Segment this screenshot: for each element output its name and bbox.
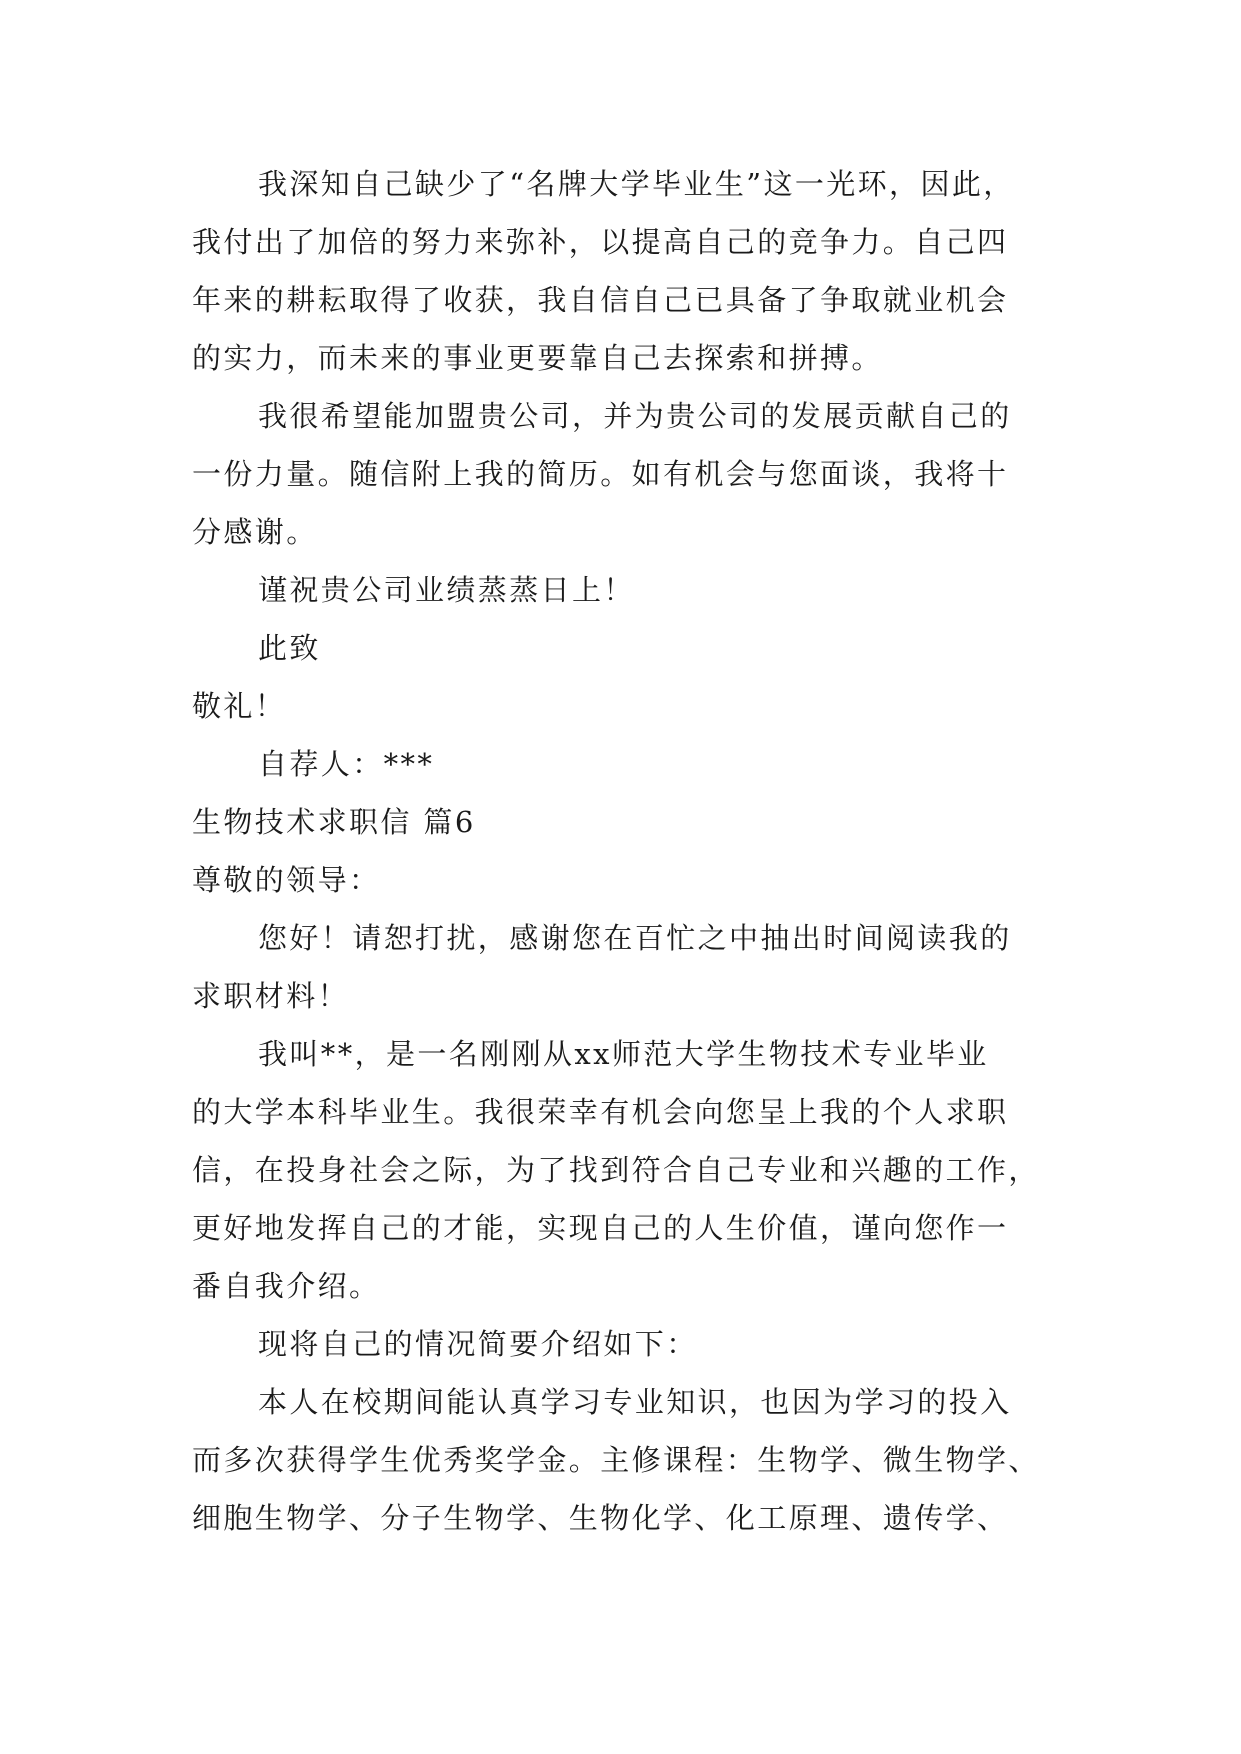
text-line: 我很希望能加盟贵公司，并为贵公司的发展贡献自己的 — [258, 399, 1012, 433]
text-line: 更好地发挥自己的才能，实现自己的人生价值，谨向您作一 — [192, 1211, 1009, 1245]
closing-wish: 谨祝贵公司业绩蒸蒸日上！ — [258, 573, 635, 607]
text-line: 的实力，而未来的事业更要靠自己去探索和拼搏。 — [192, 341, 883, 375]
text-line: 我叫**，是一名刚刚从xx师范大学生物技术专业毕业 — [258, 1037, 989, 1071]
text-line: 我付出了加倍的努力来弥补，以提高自己的竞争力。自己四 — [192, 225, 1009, 259]
signature-line: 自荐人：*** — [258, 747, 435, 781]
text-line: 一份力量。随信附上我的简历。如有机会与您面谈，我将十 — [192, 457, 1009, 491]
letter-body — [192, 155, 1052, 1547]
text-line: 分感谢。 — [192, 515, 318, 549]
text-line: 现将自己的情况简要介绍如下： — [258, 1327, 698, 1361]
salutation-cizhi: 此致 — [258, 631, 321, 665]
text-line: 细胞生物学、分子生物学、生物化学、化工原理、遗传学、 — [192, 1501, 1009, 1535]
salutation-jingli: 敬礼！ — [192, 689, 287, 723]
text-line: 信，在投身社会之际，为了找到符合自己专业和兴趣的工作， — [192, 1153, 1040, 1187]
text-line: 我深知自己缺少了“名牌大学毕业生”这一光环，因此， — [258, 167, 1015, 201]
text-line: 年来的耕耘取得了收获，我自信自己已具备了争取就业机会 — [192, 283, 1009, 317]
text-line: 您好！请恕打扰，感谢您在百忙之中抽出时间阅读我的 — [258, 921, 1012, 955]
greeting: 尊敬的领导： — [192, 863, 381, 897]
text-line: 本人在校期间能认真学习专业知识，也因为学习的投入 — [258, 1385, 1012, 1419]
text-line: 的大学本科毕业生。我很荣幸有机会向您呈上我的个人求职 — [192, 1095, 1009, 1129]
text-line: 番自我介绍。 — [192, 1269, 381, 1303]
text-line: 而多次获得学生优秀奖学金。主修课程：生物学、微生物学、 — [192, 1443, 1040, 1477]
section-title: 生物技术求职信 篇6 — [192, 805, 476, 839]
text-line: 求职材料！ — [192, 979, 350, 1013]
